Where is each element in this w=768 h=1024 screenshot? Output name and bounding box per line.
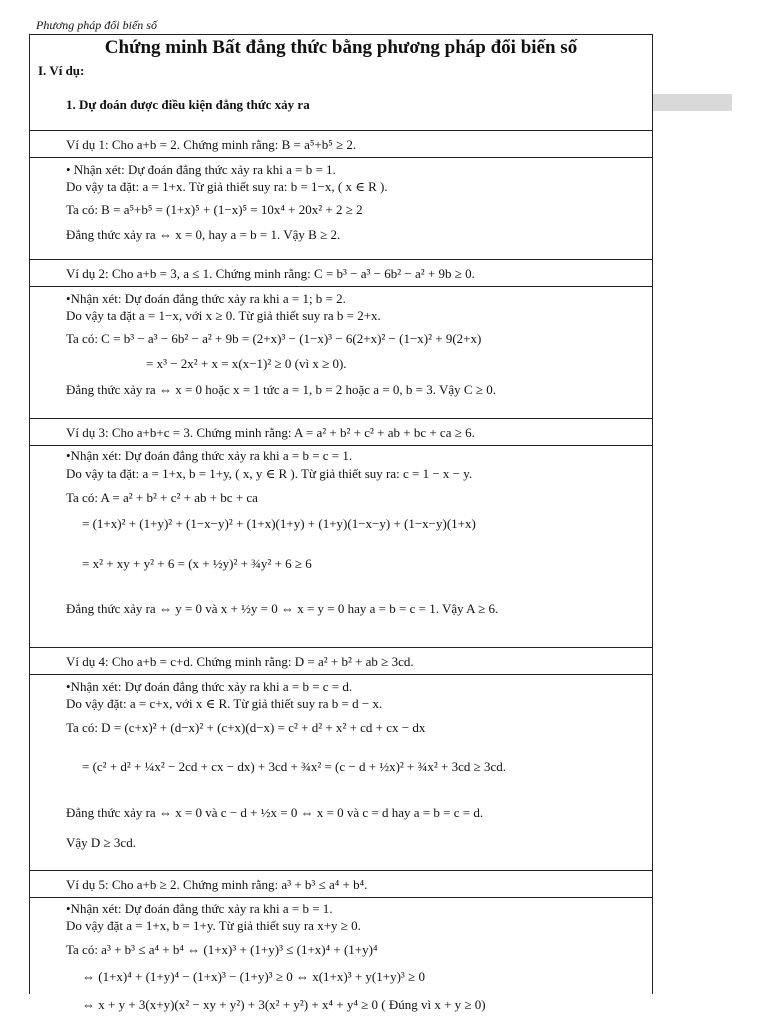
example-3-substitution: Do vậy ta đặt: a = 1+x, b = 1+y, ( x, y ∈ R ). Từ giả thiết suy ra: c = 1 − x − y. <box>66 466 473 481</box>
gray-margin-bar <box>653 94 732 111</box>
example-4-computation: Ta có: D = (c+x)² + (d−x)² + (c+x)(d−x) = c² + d² + x² + cd + cx − dx <box>66 720 426 735</box>
example-1-remark: • Nhận xét: Dự đoán đẳng thức xảy ra khi a = b = 1. <box>66 162 336 177</box>
example-2-statement: Ví dụ 2: Cho a+b = 3, a ≤ 1. Chứng minh rằng: C = b³ − a³ − 6b² − a² + 9b ≥ 0. <box>66 266 475 281</box>
example-2-substitution: Do vậy ta đặt a = 1−x, với x ≥ 0. Từ giả thiết suy ra b = 2+x. <box>66 308 381 323</box>
example-1-computation: Ta có: B = a⁵+b⁵ = (1+x)⁵ + (1−x)⁵ = 10x⁴ + 20x² + 2 ≥ 2 <box>66 202 363 217</box>
example-1-substitution: Do vậy ta đặt: a = 1+x. Từ giả thiết suy ra: b = 1−x, ( x ∈ R ). <box>66 179 388 194</box>
page-title: Chứng minh Bất đẳng thức bằng phương pháp đổi biến số <box>104 37 578 58</box>
example-3-statement: Ví dụ 3: Cho a+b+c = 3. Chứng minh rằng: A = a² + b² + c² + ab + bc + ca ≥ 6. <box>66 425 475 440</box>
example-2-computation: Ta có: C = b³ − a³ − 6b² − a² + 9b = (2+x)³ − (1−x)³ − 6(2+x)² − (1−x)² + 9(2+x) <box>66 331 482 346</box>
example-2-conclusion: Đẳng thức xảy ra ⇔ x = 0 hoặc x = 1 tức a = 1, b = 2 hoặc a = 0, b = 3. Vậy C ≥ 0. <box>66 382 496 397</box>
example-5-step-2: ⇔ (1+x)⁴ + (1+y)⁴ − (1+x)³ − (1+y)³ ≥ 0 ⇔ x(1+x)³ + y(1+y)³ ≥ 0 <box>82 969 425 984</box>
example-5-remark: •Nhận xét: Dự đoán đẳng thức xảy ra khi a = b = 1. <box>66 901 333 916</box>
header-note: Phương pháp đổi biến số <box>36 18 157 32</box>
example-3-simplification: = x² + xy + y² + 6 = (x + ½y)² + ¾y² + 6 ≥ 6 <box>82 556 312 571</box>
subsection-heading: 1. Dự đoán được điều kiện đẳng thức xảy ra <box>66 97 310 112</box>
example-1-conclusion: Đẳng thức xảy ra ⇔ x = 0, hay a = b = 1. Vậy B ≥ 2. <box>66 227 341 242</box>
example-5-computation: Ta có: a³ + b³ ≤ a⁴ + b⁴ ⇔ (1+x)³ + (1+y)³ ≤ (1+x)⁴ + (1+y)⁴ <box>66 942 378 957</box>
section-heading: I. Ví dụ: <box>38 63 85 78</box>
example-3-conclusion: Đẳng thức xảy ra ⇔ y = 0 và x + ½y = 0 ⇔ x = y = 0 hay a = b = c = 1. Vậy A ≥ 6. <box>66 601 499 616</box>
example-3-expansion: = (1+x)² + (1+y)² + (1−x−y)² + (1+x)(1+y) + (1+y)(1−x−y) + (1−x−y)(1+x) <box>82 516 476 531</box>
example-4-simplification: = (c² + d² + ¼x² − 2cd + cx − dx) + 3cd + ¾x² = (c − d + ½x)² + ¾x² + 3cd ≥ 3cd. <box>82 759 507 774</box>
example-2-simplification: = x³ − 2x² + x = x(x−1)² ≥ 0 (vì x ≥ 0). <box>146 356 347 371</box>
example-5-substitution: Do vậy đặt a = 1+x, b = 1+y. Từ giả thiết suy ra x+y ≥ 0. <box>66 918 361 933</box>
example-4-statement: Ví dụ 4: Cho a+b = c+d. Chứng minh rằng: D = a² + b² + ab ≥ 3cd. <box>66 654 414 669</box>
example-5-statement: Ví dụ 5: Cho a+b ≥ 2. Chứng minh rằng: a³ + b³ ≤ a⁴ + b⁴. <box>66 877 368 892</box>
example-3-remark: •Nhận xét: Dự đoán đẳng thức xảy ra khi a = b = c = 1. <box>66 448 353 463</box>
example-4-conclusion: Vậy D ≥ 3cd. <box>66 835 136 850</box>
example-3-computation: Ta có: A = a² + b² + c² + ab + bc + ca <box>66 490 258 505</box>
example-2-remark: •Nhận xét: Dự đoán đẳng thức xảy ra khi a = 1; b = 2. <box>66 291 346 306</box>
example-4-substitution: Do vậy đặt: a = c+x, với x ∈ R. Từ giả thiết suy ra b = d − x. <box>66 696 383 711</box>
example-4-remark: •Nhận xét: Dự đoán đẳng thức xảy ra khi a = b = c = d. <box>66 679 353 694</box>
example-5-step-3: ⇔ x + y + 3(x+y)(x² − xy + y²) + 3(x² + y²) + x⁴ + y⁴ ≥ 0 ( Đúng vì x + y ≥ 0) <box>82 997 486 1012</box>
example-4-equality: Đẳng thức xảy ra ⇔ x = 0 và c − d + ½x = 0 ⇔ x = 0 và c = d hay a = b = c = d. <box>66 805 484 820</box>
example-1-statement: Ví dụ 1: Cho a+b = 2. Chứng minh rằng: B = a⁵+b⁵ ≥ 2. <box>66 137 357 152</box>
